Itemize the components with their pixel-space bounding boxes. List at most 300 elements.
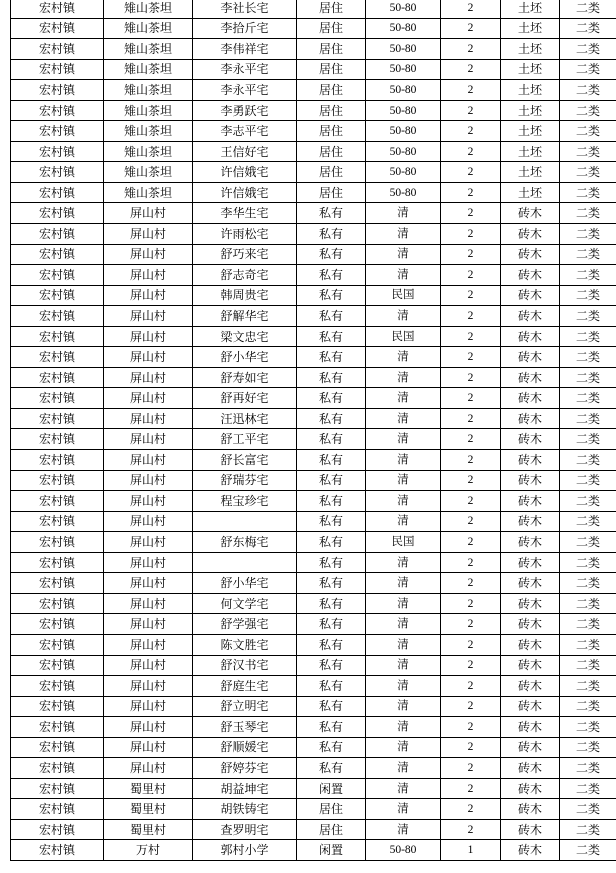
cell-structure: 砖木 bbox=[501, 429, 560, 450]
table-row bbox=[11, 18, 616, 39]
cell-building: 舒顺媛宅 bbox=[193, 737, 297, 758]
cell-town: 宏村镇 bbox=[11, 203, 104, 224]
cell-era: 清 bbox=[366, 634, 441, 655]
cell-grade: 二类 bbox=[560, 676, 616, 697]
cell-building: 李勇跃宅 bbox=[193, 100, 297, 121]
cell-village: 屏山村 bbox=[104, 614, 193, 635]
cell-village: 屏山村 bbox=[104, 737, 193, 758]
cell-structure: 砖木 bbox=[501, 552, 560, 573]
cell-era: 50-80 bbox=[366, 80, 441, 101]
cell-structure: 砖木 bbox=[501, 203, 560, 224]
cell-structure: 砖木 bbox=[501, 470, 560, 491]
cell-grade: 二类 bbox=[560, 573, 616, 594]
cell-era: 50-80 bbox=[366, 0, 441, 18]
cell-usage: 私有 bbox=[297, 634, 366, 655]
cell-era: 50-80 bbox=[366, 18, 441, 39]
cell-village: 雉山茶坦 bbox=[104, 182, 193, 203]
cell-village: 屏山村 bbox=[104, 244, 193, 265]
cell-structure: 砖木 bbox=[501, 819, 560, 840]
cell-building: 王信好宅 bbox=[193, 141, 297, 162]
table-row bbox=[11, 552, 616, 573]
cell-structure: 土坯 bbox=[501, 80, 560, 101]
cell-town: 宏村镇 bbox=[11, 511, 104, 532]
cell-floors: 2 bbox=[441, 285, 501, 306]
cell-building: 梁文忠宅 bbox=[193, 326, 297, 347]
table-row bbox=[11, 696, 616, 717]
cell-building bbox=[193, 552, 297, 573]
cell-structure: 土坯 bbox=[501, 39, 560, 60]
cell-village: 屏山村 bbox=[104, 758, 193, 779]
cell-era: 清 bbox=[366, 347, 441, 368]
cell-era: 民国 bbox=[366, 532, 441, 553]
cell-floors: 2 bbox=[441, 182, 501, 203]
cell-usage: 私有 bbox=[297, 696, 366, 717]
cell-floors: 2 bbox=[441, 203, 501, 224]
cell-building bbox=[193, 511, 297, 532]
cell-town: 宏村镇 bbox=[11, 573, 104, 594]
cell-grade: 二类 bbox=[560, 470, 616, 491]
table-row bbox=[11, 840, 616, 861]
cell-town: 宏村镇 bbox=[11, 758, 104, 779]
table-row bbox=[11, 470, 616, 491]
cell-town: 宏村镇 bbox=[11, 840, 104, 861]
cell-village: 屏山村 bbox=[104, 347, 193, 368]
cell-era: 清 bbox=[366, 203, 441, 224]
cell-structure: 砖木 bbox=[501, 778, 560, 799]
cell-usage: 私有 bbox=[297, 285, 366, 306]
cell-floors: 2 bbox=[441, 429, 501, 450]
table-row bbox=[11, 367, 616, 388]
table-row bbox=[11, 121, 616, 142]
cell-town: 宏村镇 bbox=[11, 100, 104, 121]
cell-era: 清 bbox=[366, 676, 441, 697]
cell-grade: 二类 bbox=[560, 326, 616, 347]
cell-floors: 2 bbox=[441, 450, 501, 471]
cell-building: 韩周贵宅 bbox=[193, 285, 297, 306]
cell-village: 蜀里村 bbox=[104, 799, 193, 820]
cell-village: 雉山茶坦 bbox=[104, 100, 193, 121]
cell-era: 清 bbox=[366, 408, 441, 429]
cell-structure: 土坯 bbox=[501, 59, 560, 80]
cell-village: 屏山村 bbox=[104, 573, 193, 594]
cell-floors: 2 bbox=[441, 59, 501, 80]
cell-town: 宏村镇 bbox=[11, 182, 104, 203]
cell-building: 舒解华宅 bbox=[193, 306, 297, 327]
cell-usage: 私有 bbox=[297, 655, 366, 676]
cell-building: 查罗明宅 bbox=[193, 819, 297, 840]
cell-village: 屏山村 bbox=[104, 265, 193, 286]
table-row bbox=[11, 388, 616, 409]
cell-floors: 2 bbox=[441, 367, 501, 388]
cell-village: 屏山村 bbox=[104, 634, 193, 655]
cell-floors: 2 bbox=[441, 573, 501, 594]
cell-structure: 土坯 bbox=[501, 121, 560, 142]
table-row bbox=[11, 0, 616, 18]
cell-town: 宏村镇 bbox=[11, 676, 104, 697]
cell-village: 雉山茶坦 bbox=[104, 59, 193, 80]
cell-era: 清 bbox=[366, 224, 441, 245]
cell-town: 宏村镇 bbox=[11, 285, 104, 306]
cell-village: 万村 bbox=[104, 840, 193, 861]
cell-era: 清 bbox=[366, 758, 441, 779]
cell-village: 雉山茶坦 bbox=[104, 18, 193, 39]
cell-building: 舒工平宅 bbox=[193, 429, 297, 450]
cell-floors: 2 bbox=[441, 696, 501, 717]
cell-usage: 私有 bbox=[297, 347, 366, 368]
cell-village: 屏山村 bbox=[104, 450, 193, 471]
cell-town: 宏村镇 bbox=[11, 224, 104, 245]
cell-building: 许信娥宅 bbox=[193, 182, 297, 203]
cell-grade: 二类 bbox=[560, 778, 616, 799]
cell-usage: 居住 bbox=[297, 80, 366, 101]
cell-era: 清 bbox=[366, 819, 441, 840]
cell-town: 宏村镇 bbox=[11, 552, 104, 573]
table-row bbox=[11, 614, 616, 635]
cell-floors: 2 bbox=[441, 778, 501, 799]
cell-town: 宏村镇 bbox=[11, 39, 104, 60]
table-row bbox=[11, 80, 616, 101]
cell-usage: 私有 bbox=[297, 532, 366, 553]
cell-usage: 私有 bbox=[297, 306, 366, 327]
cell-building: 何文学宅 bbox=[193, 593, 297, 614]
cell-era: 清 bbox=[366, 511, 441, 532]
cell-town: 宏村镇 bbox=[11, 470, 104, 491]
cell-village: 屏山村 bbox=[104, 408, 193, 429]
cell-building: 舒长富宅 bbox=[193, 450, 297, 471]
cell-usage: 居住 bbox=[297, 162, 366, 183]
cell-floors: 2 bbox=[441, 614, 501, 635]
cell-building: 舒再好宅 bbox=[193, 388, 297, 409]
cell-building: 舒立明宅 bbox=[193, 696, 297, 717]
cell-usage: 私有 bbox=[297, 326, 366, 347]
table-row bbox=[11, 778, 616, 799]
table-row bbox=[11, 593, 616, 614]
cell-floors: 2 bbox=[441, 491, 501, 512]
cell-building: 陈文胜宅 bbox=[193, 634, 297, 655]
cell-structure: 土坯 bbox=[501, 100, 560, 121]
cell-structure: 土坯 bbox=[501, 0, 560, 18]
cell-era: 清 bbox=[366, 491, 441, 512]
cell-structure: 砖木 bbox=[501, 306, 560, 327]
cell-floors: 2 bbox=[441, 408, 501, 429]
cell-building: 程宝珍宅 bbox=[193, 491, 297, 512]
cell-grade: 二类 bbox=[560, 224, 616, 245]
table-row bbox=[11, 100, 616, 121]
cell-grade: 二类 bbox=[560, 100, 616, 121]
table-row bbox=[11, 59, 616, 80]
cell-grade: 二类 bbox=[560, 532, 616, 553]
table-row bbox=[11, 182, 616, 203]
cell-usage: 私有 bbox=[297, 717, 366, 738]
cell-grade: 二类 bbox=[560, 388, 616, 409]
cell-building: 李志平宅 bbox=[193, 121, 297, 142]
cell-building: 舒志奇宅 bbox=[193, 265, 297, 286]
cell-era: 清 bbox=[366, 778, 441, 799]
cell-grade: 二类 bbox=[560, 367, 616, 388]
cell-building: 舒学强宅 bbox=[193, 614, 297, 635]
cell-village: 屏山村 bbox=[104, 655, 193, 676]
cell-usage: 居住 bbox=[297, 819, 366, 840]
cell-structure: 砖木 bbox=[501, 655, 560, 676]
cell-usage: 闲置 bbox=[297, 840, 366, 861]
cell-structure: 砖木 bbox=[501, 799, 560, 820]
cell-building: 舒寿如宅 bbox=[193, 367, 297, 388]
table-row bbox=[11, 737, 616, 758]
table-row bbox=[11, 573, 616, 594]
cell-usage: 私有 bbox=[297, 429, 366, 450]
cell-usage: 私有 bbox=[297, 388, 366, 409]
cell-era: 50-80 bbox=[366, 39, 441, 60]
cell-floors: 2 bbox=[441, 39, 501, 60]
cell-era: 清 bbox=[366, 655, 441, 676]
cell-structure: 砖木 bbox=[501, 696, 560, 717]
cell-village: 屏山村 bbox=[104, 552, 193, 573]
cell-building: 许信娥宅 bbox=[193, 162, 297, 183]
cell-town: 宏村镇 bbox=[11, 634, 104, 655]
cell-floors: 2 bbox=[441, 244, 501, 265]
cell-village: 屏山村 bbox=[104, 491, 193, 512]
cell-building: 李拾斤宅 bbox=[193, 18, 297, 39]
cell-usage: 居住 bbox=[297, 0, 366, 18]
cell-village: 屏山村 bbox=[104, 532, 193, 553]
cell-village: 屏山村 bbox=[104, 367, 193, 388]
cell-village: 屏山村 bbox=[104, 593, 193, 614]
cell-era: 清 bbox=[366, 265, 441, 286]
cell-grade: 二类 bbox=[560, 121, 616, 142]
cell-structure: 砖木 bbox=[501, 367, 560, 388]
cell-building: 汪迅林宅 bbox=[193, 408, 297, 429]
cell-structure: 砖木 bbox=[501, 840, 560, 861]
cell-town: 宏村镇 bbox=[11, 347, 104, 368]
cell-structure: 砖木 bbox=[501, 737, 560, 758]
cell-building: 许雨松宅 bbox=[193, 224, 297, 245]
cell-village: 屏山村 bbox=[104, 676, 193, 697]
cell-building: 李永平宅 bbox=[193, 80, 297, 101]
cell-era: 清 bbox=[366, 450, 441, 471]
table-row bbox=[11, 39, 616, 60]
cell-usage: 居住 bbox=[297, 799, 366, 820]
cell-village: 雉山茶坦 bbox=[104, 39, 193, 60]
cell-structure: 砖木 bbox=[501, 593, 560, 614]
cell-village: 屏山村 bbox=[104, 429, 193, 450]
cell-grade: 二类 bbox=[560, 429, 616, 450]
cell-era: 50-80 bbox=[366, 840, 441, 861]
cell-structure: 砖木 bbox=[501, 265, 560, 286]
cell-usage: 居住 bbox=[297, 39, 366, 60]
cell-building: 舒婷芬宅 bbox=[193, 758, 297, 779]
cell-era: 民国 bbox=[366, 285, 441, 306]
cell-structure: 砖木 bbox=[501, 285, 560, 306]
cell-town: 宏村镇 bbox=[11, 614, 104, 635]
table-row bbox=[11, 450, 616, 471]
cell-usage: 私有 bbox=[297, 203, 366, 224]
cell-town: 宏村镇 bbox=[11, 18, 104, 39]
cell-grade: 二类 bbox=[560, 244, 616, 265]
cell-structure: 砖木 bbox=[501, 634, 560, 655]
cell-usage: 私有 bbox=[297, 676, 366, 697]
cell-building: 胡铁铸宅 bbox=[193, 799, 297, 820]
cell-building: 舒东梅宅 bbox=[193, 532, 297, 553]
table-row bbox=[11, 429, 616, 450]
cell-grade: 二类 bbox=[560, 39, 616, 60]
cell-structure: 土坯 bbox=[501, 182, 560, 203]
cell-town: 宏村镇 bbox=[11, 655, 104, 676]
cell-grade: 二类 bbox=[560, 347, 616, 368]
cell-grade: 二类 bbox=[560, 285, 616, 306]
cell-era: 清 bbox=[366, 429, 441, 450]
cell-grade: 二类 bbox=[560, 80, 616, 101]
cell-usage: 私有 bbox=[297, 367, 366, 388]
table-body bbox=[11, 0, 616, 860]
cell-floors: 2 bbox=[441, 0, 501, 18]
cell-grade: 二类 bbox=[560, 511, 616, 532]
cell-floors: 2 bbox=[441, 511, 501, 532]
cell-structure: 砖木 bbox=[501, 614, 560, 635]
cell-village: 屏山村 bbox=[104, 470, 193, 491]
table-row bbox=[11, 244, 616, 265]
cell-grade: 二类 bbox=[560, 59, 616, 80]
cell-structure: 砖木 bbox=[501, 388, 560, 409]
cell-grade: 二类 bbox=[560, 408, 616, 429]
cell-era: 清 bbox=[366, 306, 441, 327]
cell-grade: 二类 bbox=[560, 614, 616, 635]
cell-floors: 1 bbox=[441, 840, 501, 861]
cell-village: 雉山茶坦 bbox=[104, 121, 193, 142]
cell-building: 李华生宅 bbox=[193, 203, 297, 224]
cell-usage: 居住 bbox=[297, 18, 366, 39]
cell-grade: 二类 bbox=[560, 265, 616, 286]
cell-structure: 砖木 bbox=[501, 511, 560, 532]
cell-building: 李社长宅 bbox=[193, 0, 297, 18]
cell-town: 宏村镇 bbox=[11, 121, 104, 142]
cell-village: 屏山村 bbox=[104, 511, 193, 532]
cell-village: 屏山村 bbox=[104, 224, 193, 245]
table-row bbox=[11, 676, 616, 697]
cell-town: 宏村镇 bbox=[11, 429, 104, 450]
cell-structure: 砖木 bbox=[501, 717, 560, 738]
cell-usage: 私有 bbox=[297, 265, 366, 286]
cell-structure: 土坯 bbox=[501, 162, 560, 183]
table-row bbox=[11, 203, 616, 224]
cell-town: 宏村镇 bbox=[11, 80, 104, 101]
cell-town: 宏村镇 bbox=[11, 326, 104, 347]
cell-floors: 2 bbox=[441, 532, 501, 553]
cell-village: 蜀里村 bbox=[104, 778, 193, 799]
cell-town: 宏村镇 bbox=[11, 799, 104, 820]
cell-era: 清 bbox=[366, 614, 441, 635]
cell-usage: 居住 bbox=[297, 141, 366, 162]
cell-floors: 2 bbox=[441, 552, 501, 573]
cell-floors: 2 bbox=[441, 737, 501, 758]
cell-usage: 私有 bbox=[297, 737, 366, 758]
cell-town: 宏村镇 bbox=[11, 778, 104, 799]
cell-town: 宏村镇 bbox=[11, 717, 104, 738]
cell-grade: 二类 bbox=[560, 634, 616, 655]
cell-floors: 2 bbox=[441, 18, 501, 39]
table-row bbox=[11, 285, 616, 306]
cell-village: 雉山茶坦 bbox=[104, 162, 193, 183]
table-row bbox=[11, 326, 616, 347]
table-row bbox=[11, 162, 616, 183]
cell-building: 李伟祥宅 bbox=[193, 39, 297, 60]
cell-grade: 二类 bbox=[560, 799, 616, 820]
cell-floors: 2 bbox=[441, 326, 501, 347]
cell-structure: 土坯 bbox=[501, 18, 560, 39]
cell-era: 50-80 bbox=[366, 162, 441, 183]
cell-town: 宏村镇 bbox=[11, 737, 104, 758]
table-row bbox=[11, 634, 616, 655]
table-row bbox=[11, 265, 616, 286]
table-row bbox=[11, 717, 616, 738]
cell-floors: 2 bbox=[441, 162, 501, 183]
cell-grade: 二类 bbox=[560, 717, 616, 738]
cell-structure: 砖木 bbox=[501, 224, 560, 245]
cell-usage: 私有 bbox=[297, 450, 366, 471]
cell-floors: 2 bbox=[441, 306, 501, 327]
cell-floors: 2 bbox=[441, 799, 501, 820]
cell-usage: 私有 bbox=[297, 244, 366, 265]
cell-building: 舒汉书宅 bbox=[193, 655, 297, 676]
cell-structure: 砖木 bbox=[501, 758, 560, 779]
cell-village: 雉山茶坦 bbox=[104, 0, 193, 18]
cell-usage: 私有 bbox=[297, 491, 366, 512]
cell-usage: 私有 bbox=[297, 552, 366, 573]
cell-grade: 二类 bbox=[560, 593, 616, 614]
cell-usage: 私有 bbox=[297, 593, 366, 614]
cell-grade: 二类 bbox=[560, 162, 616, 183]
cell-floors: 2 bbox=[441, 80, 501, 101]
cell-town: 宏村镇 bbox=[11, 244, 104, 265]
cell-floors: 2 bbox=[441, 347, 501, 368]
cell-grade: 二类 bbox=[560, 655, 616, 676]
cell-usage: 居住 bbox=[297, 59, 366, 80]
cell-usage: 私有 bbox=[297, 614, 366, 635]
cell-structure: 砖木 bbox=[501, 408, 560, 429]
cell-era: 50-80 bbox=[366, 59, 441, 80]
cell-village: 雉山茶坦 bbox=[104, 141, 193, 162]
table-row bbox=[11, 408, 616, 429]
cell-structure: 砖木 bbox=[501, 532, 560, 553]
cell-era: 清 bbox=[366, 388, 441, 409]
cell-town: 宏村镇 bbox=[11, 532, 104, 553]
cell-village: 屏山村 bbox=[104, 203, 193, 224]
cell-building: 舒玉琴宅 bbox=[193, 717, 297, 738]
cell-usage: 私有 bbox=[297, 573, 366, 594]
cell-village: 屏山村 bbox=[104, 717, 193, 738]
cell-village: 蜀里村 bbox=[104, 819, 193, 840]
cell-building: 舒小华宅 bbox=[193, 347, 297, 368]
cell-town: 宏村镇 bbox=[11, 593, 104, 614]
cell-structure: 砖木 bbox=[501, 491, 560, 512]
cell-era: 50-80 bbox=[366, 182, 441, 203]
cell-era: 清 bbox=[366, 737, 441, 758]
cell-era: 清 bbox=[366, 799, 441, 820]
cell-structure: 砖木 bbox=[501, 573, 560, 594]
cell-era: 清 bbox=[366, 717, 441, 738]
cell-era: 50-80 bbox=[366, 121, 441, 142]
cell-structure: 砖木 bbox=[501, 450, 560, 471]
cell-era: 清 bbox=[366, 573, 441, 594]
cell-grade: 二类 bbox=[560, 696, 616, 717]
table-row bbox=[11, 758, 616, 779]
cell-grade: 二类 bbox=[560, 182, 616, 203]
cell-grade: 二类 bbox=[560, 840, 616, 861]
cell-usage: 私有 bbox=[297, 224, 366, 245]
cell-usage: 私有 bbox=[297, 758, 366, 779]
cell-town: 宏村镇 bbox=[11, 491, 104, 512]
cell-floors: 2 bbox=[441, 593, 501, 614]
cell-era: 民国 bbox=[366, 326, 441, 347]
